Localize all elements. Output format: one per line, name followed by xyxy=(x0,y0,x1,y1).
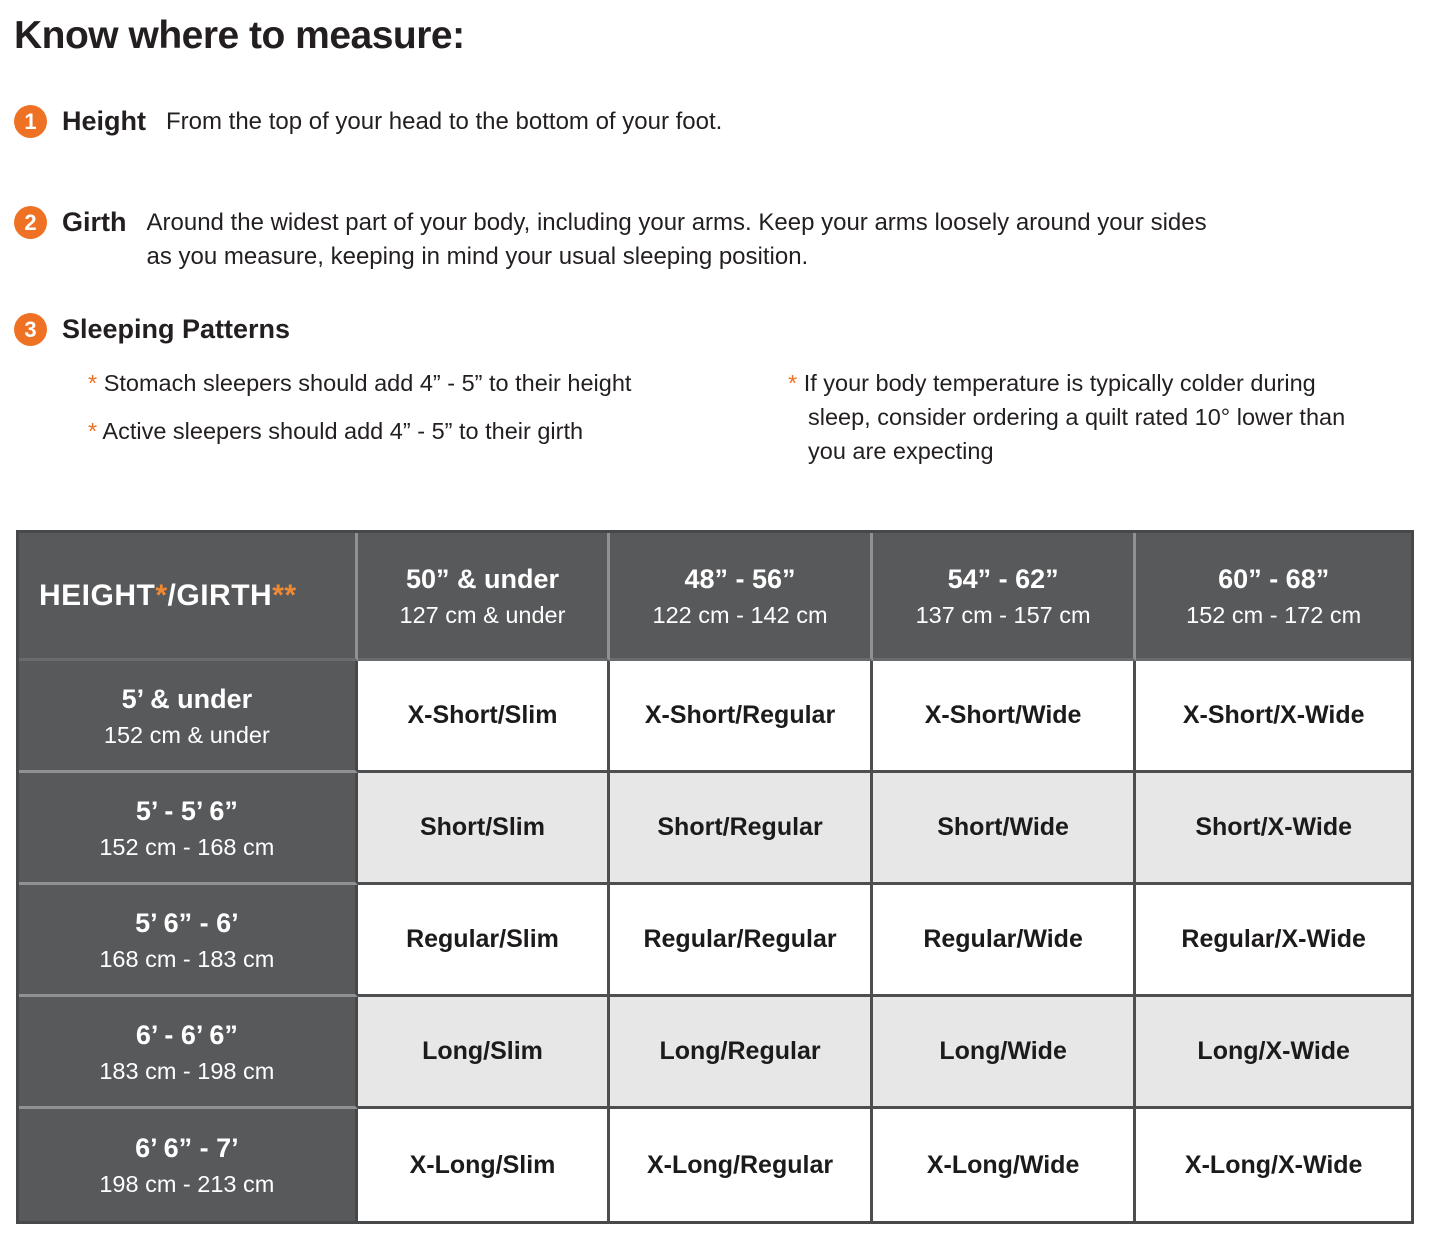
table-row-xshort xyxy=(19,661,1411,773)
note-stomach-sleepers xyxy=(88,366,788,400)
step-1-number-badge: 1 xyxy=(14,105,47,138)
size-cell: X-Short/X-Wide xyxy=(1136,661,1411,773)
size-cell: Regular/Wide xyxy=(873,885,1137,997)
size-cell: X-Short/Wide xyxy=(873,661,1137,773)
note-body-temperature xyxy=(788,366,1366,468)
height-range-imperial: 6’ - 6’ 6” xyxy=(135,1019,238,1050)
size-cell: Long/Regular xyxy=(610,997,873,1109)
table-row-xlong xyxy=(19,1109,1411,1221)
step-sleeping-patterns xyxy=(14,312,1420,346)
height-row-header-5 xyxy=(19,1109,358,1221)
height-row-header-3 xyxy=(19,885,358,997)
step-3-label: Sleeping Patterns xyxy=(62,314,291,344)
asterisk-marker: * xyxy=(88,370,98,396)
girth-range-imperial: 54” - 62” xyxy=(947,563,1059,594)
girth-range-imperial: 60” - 68” xyxy=(1218,563,1330,594)
height-range-metric: 168 cm - 183 cm xyxy=(99,945,275,972)
girth-column-header-2 xyxy=(610,533,873,661)
girth-column-header-4 xyxy=(1136,533,1411,661)
notes-left-column xyxy=(88,366,788,482)
table-row-short xyxy=(19,773,1411,885)
size-cell: Regular/X-Wide xyxy=(1136,885,1411,997)
girth-label: GIRTH xyxy=(176,578,273,612)
note-active-sleepers xyxy=(88,414,788,448)
asterisk-marker: * xyxy=(88,418,98,444)
size-cell: Short/Wide xyxy=(873,773,1137,885)
size-cell: X-Short/Regular xyxy=(610,661,873,773)
size-cell: Short/X-Wide xyxy=(1136,773,1411,885)
height-label: HEIGHT xyxy=(39,578,156,612)
height-range-imperial: 6’ 6” - 7’ xyxy=(135,1133,239,1163)
step-1-label: Height xyxy=(62,106,146,136)
girth-range-metric: 152 cm - 172 cm xyxy=(1186,601,1362,628)
size-cell: X-Long/Regular xyxy=(610,1109,873,1221)
height-range-metric: 198 cm - 213 cm xyxy=(99,1171,275,1197)
size-cell: Long/Wide xyxy=(873,997,1137,1109)
height-range-metric: 152 cm - 168 cm xyxy=(99,833,275,860)
corner-separator: / xyxy=(167,578,177,612)
girth-column-header-3 xyxy=(873,533,1137,661)
size-cell: X-Long/Wide xyxy=(873,1109,1137,1221)
height-range-imperial: 5’ & under xyxy=(121,683,253,714)
table-row-long xyxy=(19,997,1411,1109)
size-chart-table xyxy=(16,530,1414,1224)
girth-asterisk: ** xyxy=(272,578,297,612)
size-cell: X-Long/Slim xyxy=(358,1109,611,1221)
height-asterisk: * xyxy=(155,578,168,612)
notes-right-column xyxy=(788,366,1366,482)
table-row-regular xyxy=(19,885,1411,997)
height-row-header-4 xyxy=(19,997,358,1109)
step-2-number-badge: 2 xyxy=(14,206,47,239)
note-text: Stomach sleepers should add 4” - 5” to their height xyxy=(103,370,632,396)
girth-range-metric: 127 cm & under xyxy=(399,601,566,628)
table-header-row xyxy=(19,533,1411,661)
size-cell: X-Short/Slim xyxy=(358,661,611,773)
size-cell: Short/Slim xyxy=(358,773,611,885)
girth-range-imperial: 50” & under xyxy=(405,563,559,594)
size-cell: X-Long/X-Wide xyxy=(1136,1109,1411,1221)
girth-range-metric: 122 cm - 142 cm xyxy=(652,601,828,628)
girth-range-metric: 137 cm - 157 cm xyxy=(915,601,1091,628)
page-title: Know where to measure: xyxy=(14,14,465,57)
asterisk-marker: * xyxy=(788,370,798,396)
height-row-header-2 xyxy=(19,773,358,885)
height-range-imperial: 5’ 6” - 6’ xyxy=(135,907,239,938)
size-cell: Long/X-Wide xyxy=(1136,997,1411,1109)
step-2-label: Girth xyxy=(62,207,127,237)
corner-header-cell xyxy=(19,533,358,661)
step-girth xyxy=(14,205,1420,274)
size-cell: Regular/Regular xyxy=(610,885,873,997)
size-cell: Short/Regular xyxy=(610,773,873,885)
step-2-description: Around the widest part of your body, including your arms. Keep your arms loosely around your sides as you measure, keeping in mind your usual sleeping position. xyxy=(146,209,1207,270)
sleeping-pattern-notes xyxy=(88,366,1420,482)
size-cell: Regular/Slim xyxy=(358,885,611,997)
girth-range-imperial: 48” - 56” xyxy=(684,563,796,594)
height-row-header-1 xyxy=(19,661,358,773)
step-height xyxy=(14,104,1420,139)
step-3-number-badge: 3 xyxy=(14,313,47,346)
note-text: If your body temperature is typically colder during sleep, consider ordering a quilt rated 10° lower than you are expecting xyxy=(803,370,1346,464)
height-range-metric: 152 cm & under xyxy=(103,721,270,748)
height-range-metric: 183 cm - 198 cm xyxy=(99,1057,275,1084)
girth-column-header-1 xyxy=(358,533,611,661)
height-range-imperial: 5’ - 5’ 6” xyxy=(135,795,238,826)
step-1-description: From the top of your head to the bottom of your foot. xyxy=(166,108,723,135)
note-text: Active sleepers should add 4” - 5” to their girth xyxy=(102,418,584,444)
size-cell: Long/Slim xyxy=(358,997,611,1109)
